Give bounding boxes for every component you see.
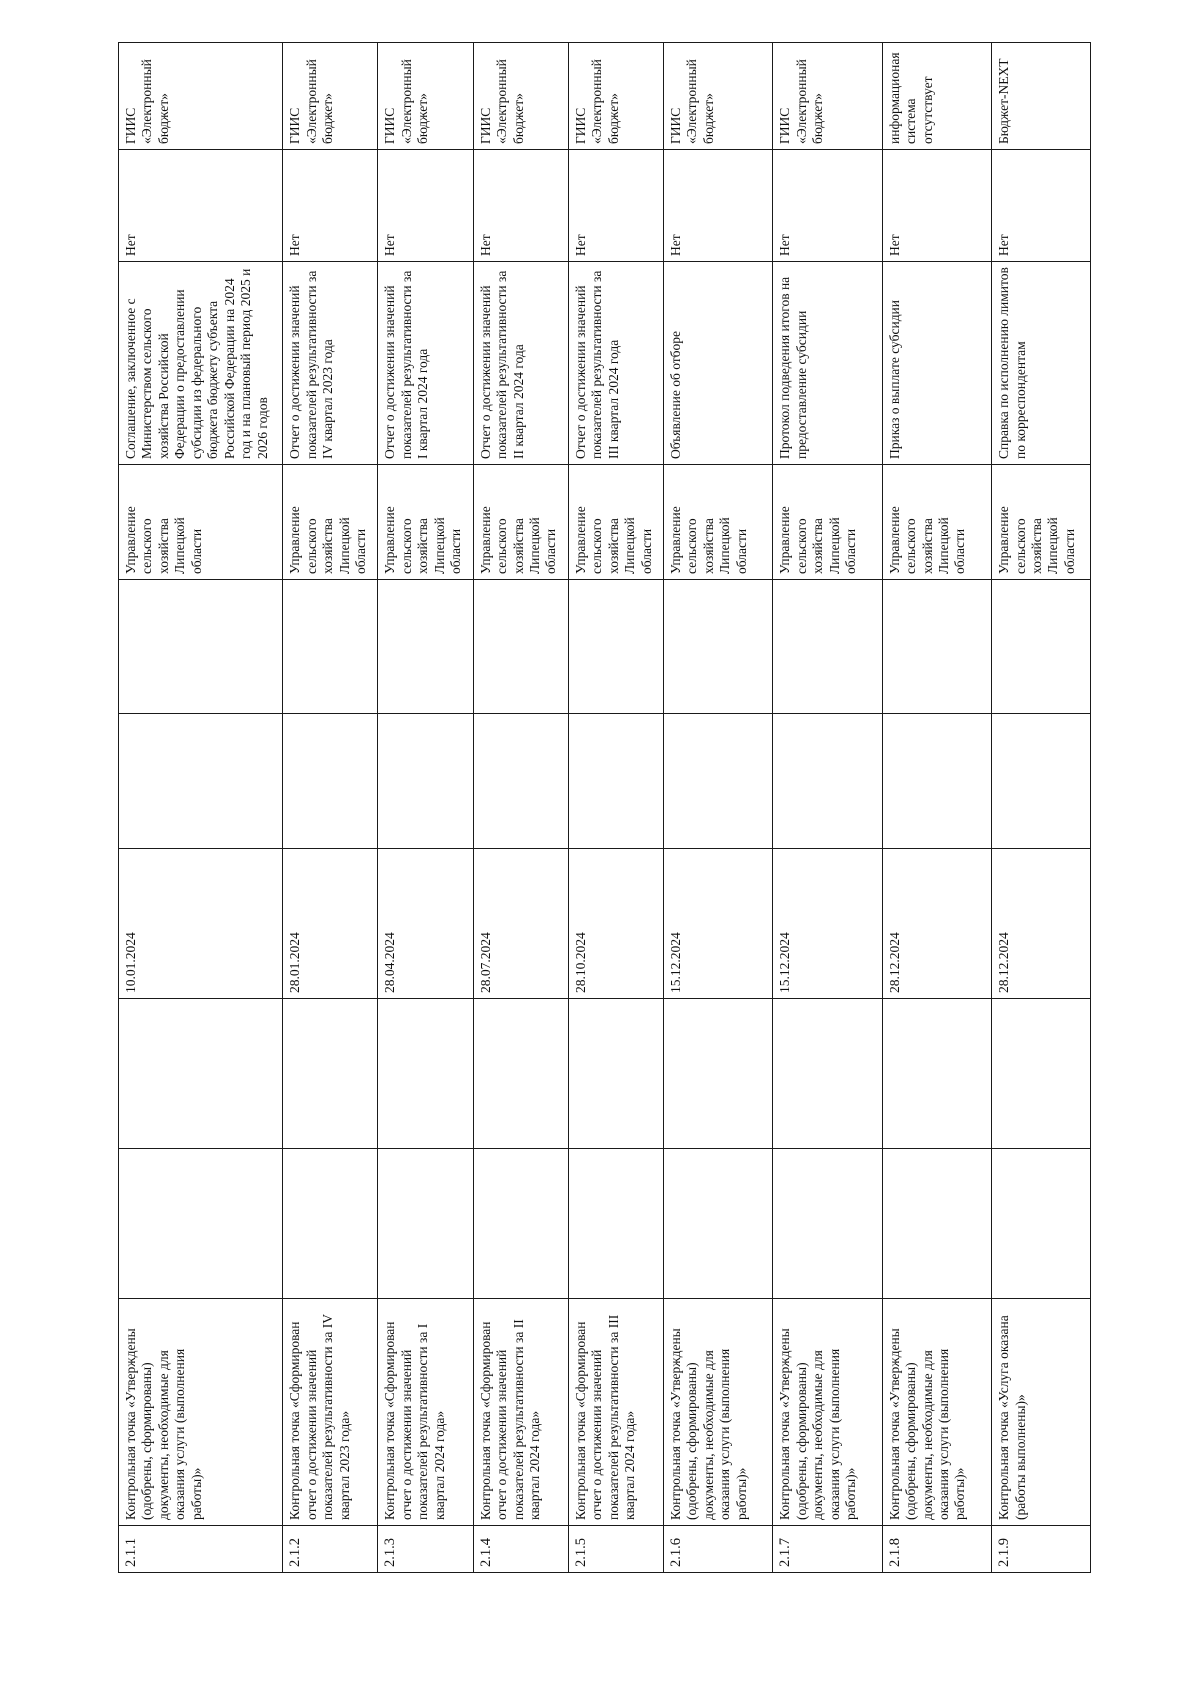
deadline-date: 28.12.2024 <box>882 849 991 999</box>
table-row <box>568 43 663 1573</box>
result-document: Приказ о выплате субсидии <box>882 262 991 465</box>
empty-cell <box>992 714 1091 849</box>
deadline-date: 28.07.2024 <box>473 849 568 999</box>
control-point-name: Контрольная точка «Утверждены (одобрены, сформированы) документы, необходимые для оказания услуги (выполнения работы)» <box>773 1299 882 1526</box>
result-document: Объявление об отборе <box>663 262 772 465</box>
empty-cell <box>119 999 283 1149</box>
empty-cell <box>773 1149 882 1299</box>
control-point-name: Контрольная точка «Сформирован отчет о достижении значений показателей результативности за II квартал 2024 года» <box>473 1299 568 1526</box>
table-row <box>283 43 378 1573</box>
responsible-executor: Управление сельского хозяйства Липецкой области <box>119 465 283 580</box>
control-point-name: Контрольная точка «Сформирован отчет о достижении значений показателей результативности за I квартал 2024 года» <box>378 1299 473 1526</box>
information-system: информационая система отсутствует <box>882 43 991 150</box>
result-document: Протокол подведения итогов на предоставление субсидии <box>773 262 882 465</box>
row-number: 2.1.1 <box>119 1526 283 1573</box>
flag-value: Нет <box>119 150 283 262</box>
empty-cell <box>378 714 473 849</box>
table-row <box>663 43 772 1573</box>
responsible-executor: Управление сельского хозяйства Липецкой области <box>773 465 882 580</box>
empty-cell <box>663 714 772 849</box>
row-number: 2.1.8 <box>882 1526 991 1573</box>
responsible-executor: Управление сельского хозяйства Липецкой области <box>882 465 991 580</box>
flag-value: Нет <box>773 150 882 262</box>
row-number: 2.1.9 <box>992 1526 1091 1573</box>
flag-value: Нет <box>568 150 663 262</box>
empty-cell <box>663 1149 772 1299</box>
responsible-executor: Управление сельского хозяйства Липецкой области <box>992 465 1091 580</box>
flag-value: Нет <box>992 150 1091 262</box>
empty-cell <box>568 580 663 714</box>
flag-value: Нет <box>283 150 378 262</box>
empty-cell <box>119 1149 283 1299</box>
deadline-date: 28.10.2024 <box>568 849 663 999</box>
empty-cell <box>882 714 991 849</box>
flag-value: Нет <box>663 150 772 262</box>
deadline-date: 15.12.2024 <box>663 849 772 999</box>
empty-cell <box>568 1149 663 1299</box>
empty-cell <box>882 1149 991 1299</box>
information-system: ГИИС «Электронный бюджет» <box>283 43 378 150</box>
row-number: 2.1.7 <box>773 1526 882 1573</box>
information-system: ГИИС «Электронный бюджет» <box>773 43 882 150</box>
result-document: Отчет о достижении значений показателей результативности за IV квартал 2023 года <box>283 262 378 465</box>
empty-cell <box>473 1149 568 1299</box>
information-system: ГИИС «Электронный бюджет» <box>119 43 283 150</box>
empty-cell <box>663 999 772 1149</box>
empty-cell <box>992 580 1091 714</box>
result-document: Соглашение, заключенное с Министерством сельского хозяйства Российской Федерации о предоставлении субсидии из федерального бюджета бюджету субъекта Российской Федерации на 2024 год и на плановый период 2025 и 2026 годов <box>119 262 283 465</box>
empty-cell <box>378 999 473 1149</box>
deadline-date: 28.12.2024 <box>992 849 1091 999</box>
control-point-name: Контрольная точка «Утверждены (одобрены, сформированы) документы, необходимые для оказания услуги (выполнения работы)» <box>119 1299 283 1526</box>
empty-cell <box>283 580 378 714</box>
empty-cell <box>378 1149 473 1299</box>
control-point-name: Контрольная точка «Сформирован отчет о достижении значений показателей результативности за III квартал 2024 года» <box>568 1299 663 1526</box>
deadline-date: 10.01.2024 <box>119 849 283 999</box>
empty-cell <box>663 580 772 714</box>
result-document: Отчет о достижении значений показателей результативности за I квартал 2024 года <box>378 262 473 465</box>
empty-cell <box>992 1149 1091 1299</box>
control-point-name: Контрольная точка «Услуга оказана (работы выполнены)» <box>992 1299 1091 1526</box>
table-body <box>119 43 1091 1573</box>
result-document: Отчет о достижении значений показателей результативности за III квартал 2024 года <box>568 262 663 465</box>
control-points-table <box>118 42 1091 1573</box>
information-system: ГИИС «Электронный бюджет» <box>568 43 663 150</box>
responsible-executor: Управление сельского хозяйства Липецкой области <box>378 465 473 580</box>
information-system: ГИИС «Электронный бюджет» <box>378 43 473 150</box>
table-row <box>773 43 882 1573</box>
empty-cell <box>473 714 568 849</box>
empty-cell <box>773 999 882 1149</box>
empty-cell <box>283 714 378 849</box>
row-number: 2.1.3 <box>378 1526 473 1573</box>
deadline-date: 28.01.2024 <box>283 849 378 999</box>
row-number: 2.1.6 <box>663 1526 772 1573</box>
empty-cell <box>992 999 1091 1149</box>
row-number: 2.1.2 <box>283 1526 378 1573</box>
empty-cell <box>119 580 283 714</box>
row-number: 2.1.5 <box>568 1526 663 1573</box>
result-document: Справка по исполнению лимитов по корреспондентам <box>992 262 1091 465</box>
information-system: Бюджет-NEXT <box>992 43 1091 150</box>
table-row <box>882 43 991 1573</box>
empty-cell <box>473 580 568 714</box>
control-point-name: Контрольная точка «Утверждены (одобрены, сформированы) документы, необходимые для оказания услуги (выполнения работы)» <box>663 1299 772 1526</box>
empty-cell <box>882 580 991 714</box>
deadline-date: 28.04.2024 <box>378 849 473 999</box>
information-system: ГИИС «Электронный бюджет» <box>663 43 772 150</box>
flag-value: Нет <box>378 150 473 262</box>
empty-cell <box>283 999 378 1149</box>
deadline-date: 15.12.2024 <box>773 849 882 999</box>
empty-cell <box>568 999 663 1149</box>
empty-cell <box>773 580 882 714</box>
empty-cell <box>882 999 991 1149</box>
table-row <box>119 43 283 1573</box>
empty-cell <box>568 714 663 849</box>
table-row <box>992 43 1091 1573</box>
rotated-landscape-table <box>118 43 1091 1573</box>
table-row <box>378 43 473 1573</box>
empty-cell <box>473 999 568 1149</box>
responsible-executor: Управление сельского хозяйства Липецкой области <box>568 465 663 580</box>
flag-value: Нет <box>882 150 991 262</box>
empty-cell <box>283 1149 378 1299</box>
empty-cell <box>119 714 283 849</box>
empty-cell <box>773 714 882 849</box>
result-document: Отчет о достижении значений показателей результативности за II квартал 2024 года <box>473 262 568 465</box>
information-system: ГИИС «Электронный бюджет» <box>473 43 568 150</box>
row-number: 2.1.4 <box>473 1526 568 1573</box>
table-row <box>473 43 568 1573</box>
responsible-executor: Управление сельского хозяйства Липецкой области <box>473 465 568 580</box>
responsible-executor: Управление сельского хозяйства Липецкой области <box>663 465 772 580</box>
empty-cell <box>378 580 473 714</box>
flag-value: Нет <box>473 150 568 262</box>
responsible-executor: Управление сельского хозяйства Липецкой области <box>283 465 378 580</box>
control-point-name: Контрольная точка «Сформирован отчет о достижении значений показателей результативности за IV квартал 2023 года» <box>283 1299 378 1526</box>
control-point-name: Контрольная точка «Утверждены (одобрены, сформированы) документы, необходимые для оказания услуги (выполнения работы)» <box>882 1299 991 1526</box>
